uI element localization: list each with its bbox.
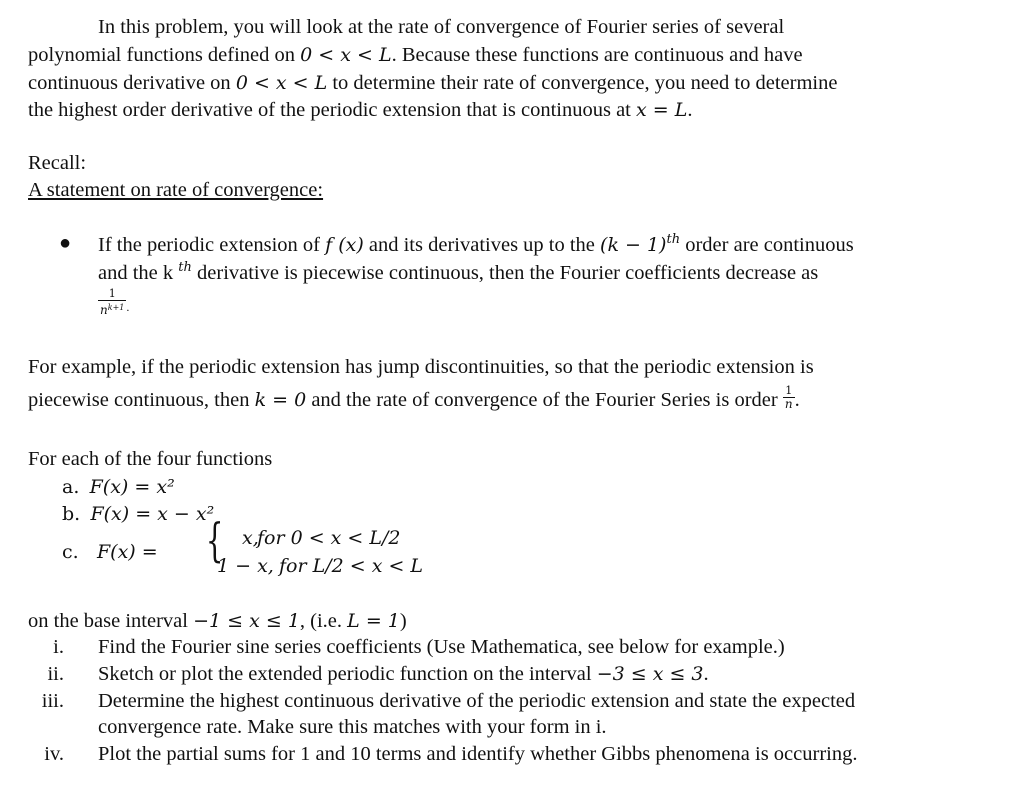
superscript: th — [178, 260, 192, 275]
fraction — [783, 385, 795, 411]
example-line-2 — [28, 385, 800, 413]
intro-text-3a: continuous derivative on — [28, 72, 236, 94]
task-label: i. — [53, 636, 64, 658]
bullet-icon: ● — [59, 232, 72, 254]
denominator-exponent: k+1 — [107, 303, 125, 312]
case-condition: for L/2 < x < L — [279, 555, 424, 577]
fraction — [98, 288, 126, 317]
list-label: b. — [62, 503, 81, 525]
intro-text-4b: . — [687, 99, 693, 121]
statement-text: and the k — [98, 262, 179, 284]
statement-text: and its derivatives up to the — [363, 234, 601, 256]
task-iii-cont: convergence rate. Make sure this matches with your form in i. — [98, 716, 607, 738]
intro-line-3 — [28, 70, 837, 96]
recall-label: Recall: — [28, 152, 87, 174]
statement-text: If the periodic extension of — [98, 234, 326, 256]
task-label: ii. — [47, 663, 64, 685]
math-interval: 0 < x < L — [235, 72, 328, 94]
intro-text-2a: polynomial functions defined on — [28, 44, 301, 66]
fraction-denominator: n — [784, 397, 793, 411]
task-text: . — [703, 663, 709, 685]
task-text: Sketch or plot the extended periodic function on the interval — [98, 663, 597, 685]
list-label: c. — [62, 541, 79, 563]
math-fx: f (x) — [325, 234, 364, 256]
intro-text-2b: . Because these functions are continuous and have — [391, 44, 803, 66]
example-text: and the rate of convergence of the Fourier Series is order — [306, 389, 783, 411]
math-k-minus-1: (k − 1) — [600, 234, 667, 256]
intro-text-4a: the highest order derivative of the periodic extension that is continuous at — [28, 99, 637, 121]
intro-line-1 — [98, 14, 784, 40]
brace-icon: { — [205, 513, 224, 567]
denominator-base: n — [100, 303, 108, 317]
case-condition: for 0 < x < L/2 — [257, 527, 401, 549]
task-i: Find the Fourier sine series coefficients (Use Mathematica, see below for example.) — [98, 636, 785, 658]
list-label: a. — [62, 476, 80, 498]
math-k-zero: k = 0 — [254, 389, 307, 411]
recall-heading: A statement on rate of convergence: — [28, 179, 324, 201]
math-interval: 0 < x < L — [300, 44, 392, 66]
intro-text-1: In this problem, you will look at the rate of convergence of Fourier series of several — [98, 16, 785, 38]
functions-intro: For each of the four functions — [28, 448, 273, 470]
intro-line-2 — [28, 42, 803, 68]
base-text: ) — [399, 610, 407, 632]
period: . — [126, 300, 130, 315]
statement-line-2 — [98, 260, 818, 289]
statement-text: derivative is piecewise continuous, then the Fourier coefficients decrease as — [191, 262, 819, 284]
function-b — [62, 501, 214, 527]
math-L-equals-1: L = 1 — [347, 610, 400, 632]
base-interval — [28, 608, 407, 634]
math-interval: −1 ≤ x ≤ 1 — [193, 610, 300, 632]
superscript: th — [666, 232, 681, 247]
period: . — [794, 389, 800, 411]
statement-line-1 — [98, 232, 854, 261]
statement-text: order are continuous — [680, 234, 854, 256]
base-text: on the base interval — [28, 610, 194, 632]
decay-fraction — [98, 288, 129, 317]
base-text: , (i.e. — [299, 610, 348, 632]
math-x-equals-L: x = L — [636, 99, 688, 121]
task-iii: Determine the highest continuous derivative of the periodic extension and state the expected — [98, 690, 856, 712]
example-line-1: For example, if the periodic extension has jump discontinuities, so that the periodic extension is — [28, 356, 814, 378]
fraction-numerator: 1 — [108, 287, 116, 300]
math-interval: −3 ≤ x ≤ 3 — [596, 663, 704, 685]
task-label: iv. — [44, 743, 64, 765]
fraction-numerator: 1 — [785, 384, 793, 397]
case-value: x, — [242, 527, 259, 549]
fraction-denominator — [98, 300, 126, 317]
function-a — [62, 474, 175, 500]
example-text: piecewise continuous, then — [28, 389, 255, 411]
task-label: iii. — [41, 690, 64, 712]
task-iv: Plot the partial sums for 1 and 10 terms and identify whether Gibbs phenomena is occurring. — [98, 743, 858, 765]
function-expression: F(x) = x² — [89, 476, 175, 498]
task-ii — [98, 661, 709, 687]
intro-line-4 — [28, 97, 692, 123]
function-expression: F(x) = x − x² — [90, 503, 215, 525]
function-lhs: F(x) = — [97, 541, 158, 563]
case-value: 1 − x, — [217, 555, 274, 577]
intro-text-3b: to determine their rate of convergence, you need to determine — [327, 72, 838, 94]
